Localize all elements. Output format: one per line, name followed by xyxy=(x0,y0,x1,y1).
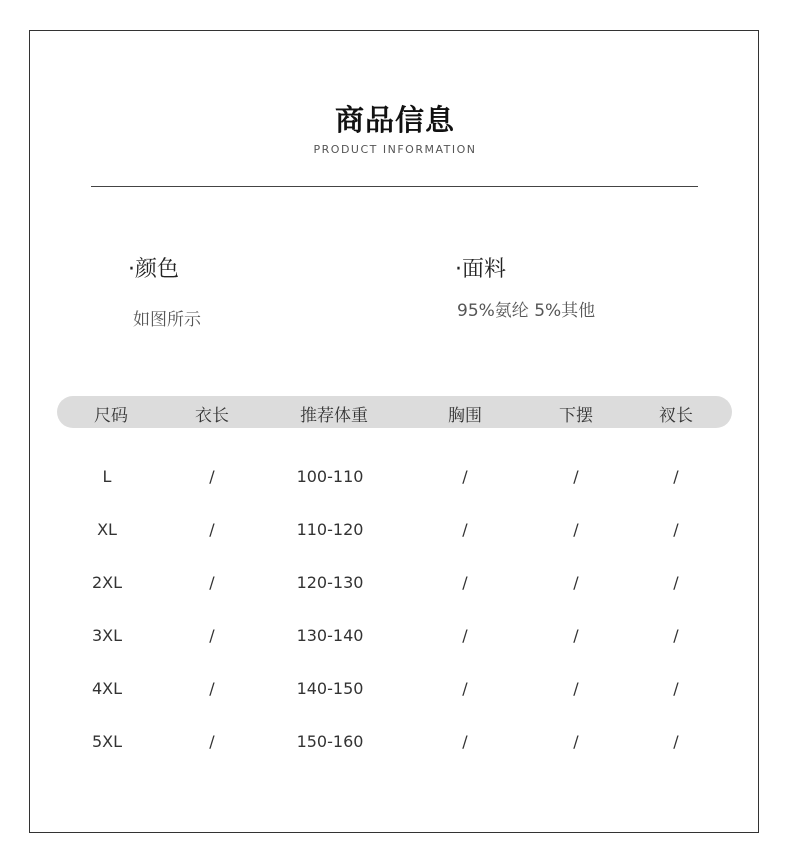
cell-slit: / xyxy=(673,573,679,592)
column-header-size: 尺码 xyxy=(94,406,128,426)
cell-chest: / xyxy=(462,626,468,645)
page-title: 商品信息 xyxy=(334,103,455,137)
column-header-slit: 衩长 xyxy=(659,406,693,426)
cell-weight: 130-140 xyxy=(296,626,364,645)
cell-chest: / xyxy=(462,573,468,592)
cell-slit: / xyxy=(673,732,679,751)
cell-size: L xyxy=(102,467,112,486)
cell-size: 3XL xyxy=(91,626,123,645)
cell-weight: 150-160 xyxy=(296,732,364,751)
cell-hem: / xyxy=(573,467,579,486)
cell-weight: 100-110 xyxy=(296,467,364,486)
cell-length: / xyxy=(209,679,215,698)
cell-length: / xyxy=(209,520,215,539)
column-header-chest: 胸围 xyxy=(448,406,482,426)
cell-length: / xyxy=(209,626,215,645)
cell-hem: / xyxy=(573,520,579,539)
cell-hem: / xyxy=(573,679,579,698)
cell-size: 2XL xyxy=(91,573,123,592)
cell-slit: / xyxy=(673,679,679,698)
cell-size: 4XL xyxy=(91,679,123,698)
divider xyxy=(91,186,698,187)
cell-hem: / xyxy=(573,626,579,645)
cell-hem: / xyxy=(573,573,579,592)
cell-chest: / xyxy=(462,679,468,698)
cell-length: / xyxy=(209,467,215,486)
cell-weight: 110-120 xyxy=(296,520,364,539)
cell-size: 5XL xyxy=(91,732,123,751)
column-header-length: 衣长 xyxy=(195,406,229,426)
fabric-label: ·面料 xyxy=(455,257,506,282)
column-header-hem: 下摆 xyxy=(559,406,593,426)
page-subtitle: PRODUCT INFORMATION xyxy=(313,143,477,156)
cell-chest: / xyxy=(462,520,468,539)
cell-length: / xyxy=(209,573,215,592)
cell-chest: / xyxy=(462,467,468,486)
cell-length: / xyxy=(209,732,215,751)
cell-hem: / xyxy=(573,732,579,751)
color-value: 如图所示 xyxy=(133,310,201,330)
cell-slit: / xyxy=(673,626,679,645)
cell-slit: / xyxy=(673,520,679,539)
cell-weight: 140-150 xyxy=(296,679,364,698)
color-label: ·颜色 xyxy=(128,257,179,282)
fabric-value: 95%氨纶 5%其他 xyxy=(457,301,596,321)
column-header-weight: 推荐体重 xyxy=(300,406,368,426)
cell-chest: / xyxy=(462,732,468,751)
size-table-header-bar xyxy=(57,396,732,428)
cell-slit: / xyxy=(673,467,679,486)
cell-weight: 120-130 xyxy=(296,573,364,592)
cell-size: XL xyxy=(97,520,117,539)
